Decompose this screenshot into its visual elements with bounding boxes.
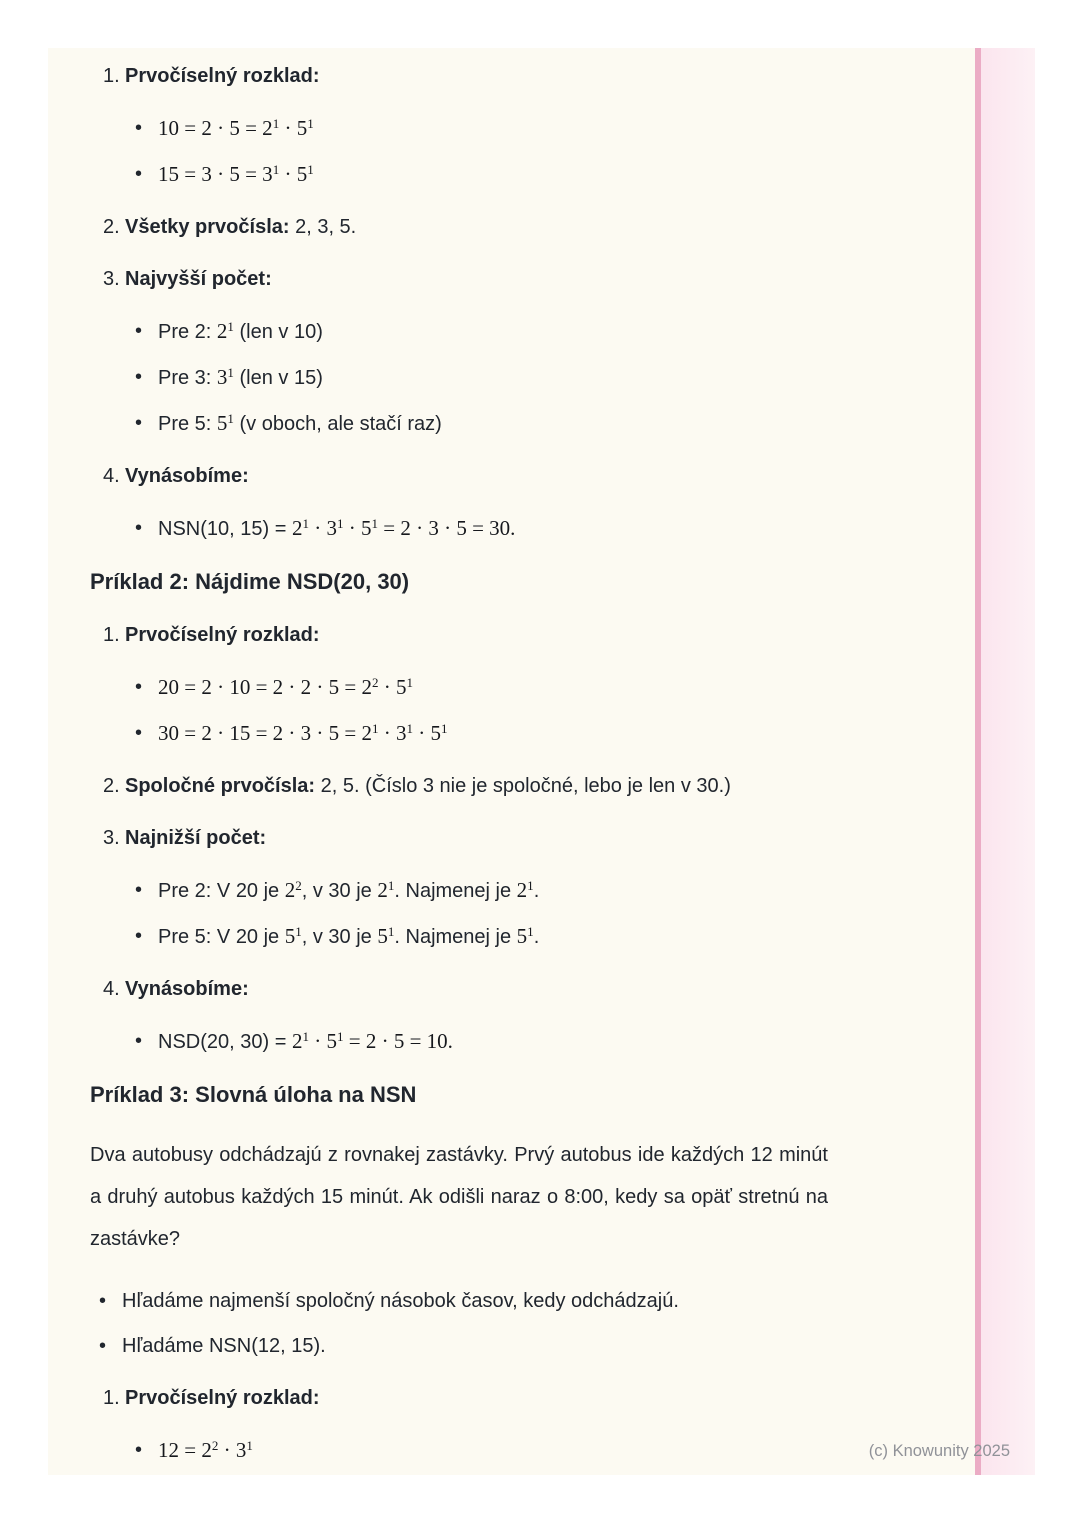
item-label: Vynásobíme: bbox=[125, 978, 249, 1000]
bullet-text bbox=[158, 317, 828, 346]
numbered-item bbox=[90, 213, 828, 241]
exponent: 2 bbox=[372, 674, 379, 690]
bullet-text bbox=[158, 514, 828, 543]
item-label: Prvočíselný rozklad: bbox=[125, 624, 320, 646]
plain-text: , v 30 je bbox=[301, 926, 378, 948]
item-text bbox=[125, 213, 356, 241]
plain-text: . bbox=[533, 926, 540, 948]
plain-text: Pre 2: bbox=[158, 321, 217, 343]
item-label: Spoločné prvočísla: bbox=[125, 775, 316, 797]
plain-text: (len v 10) bbox=[233, 321, 323, 343]
math-text: $2^1 \cdot 3^1 \cdot 5^1 = 2 \cdot 3 \cdot 5 = 30$. bbox=[291, 515, 516, 540]
numbered-item bbox=[90, 62, 828, 90]
item-number: 1. bbox=[103, 624, 120, 646]
item-number: 2. bbox=[103, 775, 120, 797]
numbered-item bbox=[90, 621, 828, 649]
math-text: $5^1$ bbox=[216, 410, 234, 435]
sub-bullet-item bbox=[90, 673, 828, 702]
numbered-item bbox=[90, 772, 828, 800]
sub-bullet-item bbox=[90, 922, 828, 951]
item-label: Prvočíselný rozklad: bbox=[125, 1387, 320, 1409]
exponent: 1 bbox=[227, 318, 234, 334]
bullet-icon: • bbox=[135, 412, 143, 434]
exponent: 1 bbox=[336, 515, 344, 531]
item-text bbox=[125, 62, 320, 90]
math-text: $5^1$ bbox=[284, 923, 302, 948]
bullet-text bbox=[158, 363, 828, 392]
bullet-text bbox=[158, 876, 828, 905]
plain-text: Hľadáme NSN(12, 15). bbox=[122, 1335, 326, 1357]
sub-bullet-item bbox=[90, 363, 828, 392]
math-text: $12 = 2^2 \cdot 3^1$ bbox=[158, 1437, 253, 1462]
plain-text: NSN(10, 15) = bbox=[158, 518, 292, 540]
item-text bbox=[125, 462, 249, 490]
item-label: Všetky prvočísla: bbox=[125, 216, 290, 238]
bullet-icon: • bbox=[135, 1439, 143, 1461]
section-heading: Príklad 2: Nájdime NSD(20, 30) bbox=[90, 569, 410, 594]
exponent: 1 bbox=[527, 923, 534, 939]
sub-bullet-item bbox=[90, 409, 828, 438]
sub-bullet-item bbox=[90, 876, 828, 905]
bullet-text bbox=[158, 409, 828, 438]
exponent: 1 bbox=[387, 877, 395, 893]
plain-text: , v 30 je bbox=[301, 880, 378, 902]
item-number: 3. bbox=[103, 827, 120, 849]
item-text bbox=[125, 975, 249, 1003]
bullet-icon: • bbox=[135, 925, 143, 947]
bullet-text bbox=[122, 1287, 828, 1315]
plain-text: Hľadáme najmenší spoločný násobok časov, kedy odchádzajú. bbox=[122, 1290, 679, 1312]
exponent: 1 bbox=[295, 923, 302, 939]
item-rest: 2, 3, 5. bbox=[289, 216, 357, 238]
bullet-item bbox=[90, 1287, 828, 1315]
math-text: $2^2$ bbox=[284, 877, 302, 902]
bullet-text bbox=[158, 114, 828, 143]
plain-text: NSD(20, 30) = bbox=[158, 1031, 292, 1053]
math-text: $2^1 \cdot 5^1 = 2 \cdot 5 = 10$. bbox=[291, 1028, 453, 1053]
item-number: 3. bbox=[103, 268, 120, 290]
section-heading: Príklad 3: Slovná úloha na NSN bbox=[90, 1082, 417, 1107]
bullet-text bbox=[158, 1436, 828, 1465]
numbered-item bbox=[90, 975, 828, 1003]
bullet-text bbox=[158, 719, 828, 748]
item-text bbox=[125, 265, 272, 293]
exponent: 1 bbox=[406, 674, 414, 690]
item-number: 1. bbox=[103, 65, 120, 87]
exponent: 1 bbox=[372, 720, 379, 736]
plain-text: Pre 5: bbox=[158, 413, 217, 435]
bullet-text bbox=[158, 673, 828, 702]
plain-text: . Najmenej je bbox=[394, 880, 517, 902]
math-text: $30 = 2 \cdot 15 = 2 \cdot 3 \cdot 5 = 2^1 \cdot 3^1 \cdot 5^1$ bbox=[158, 720, 448, 745]
sub-bullet-item bbox=[90, 317, 828, 346]
numbered-item bbox=[90, 1384, 828, 1412]
item-label: Najnižší počet: bbox=[125, 827, 267, 849]
document-page bbox=[48, 48, 1035, 1475]
bullet-icon: • bbox=[135, 366, 143, 388]
bullet-icon: • bbox=[135, 722, 143, 744]
bullet-text bbox=[158, 160, 828, 189]
plain-text: . bbox=[533, 880, 540, 902]
bullet-text bbox=[158, 1027, 828, 1056]
bullet-icon: • bbox=[99, 1290, 107, 1312]
exponent: 1 bbox=[246, 1437, 253, 1453]
math-text: $2^1$ bbox=[377, 877, 395, 902]
document-content bbox=[90, 48, 828, 1465]
exponent: 1 bbox=[307, 115, 314, 131]
math-text: $20 = 2 \cdot 10 = 2 \cdot 2 \cdot 5 = 2^2 \cdot 5^1$ bbox=[158, 674, 414, 699]
exponent: 1 bbox=[336, 1028, 344, 1044]
item-number: 2. bbox=[103, 216, 120, 238]
plain-text: Pre 5: V 20 je bbox=[158, 926, 285, 948]
plain-text: Pre 3: bbox=[158, 367, 217, 389]
sub-bullet-item bbox=[90, 160, 828, 189]
sub-bullet-item bbox=[90, 1027, 828, 1056]
bullet-icon: • bbox=[99, 1335, 107, 1357]
paragraph: Dva autobusy odchádzajú z rovnakej zastávky. Prvý autobus ide každých 12 minút a druhý autobus každých 15 minút. Ak odišli naraz o 8:00, kedy sa opäť stretnú na zastávke? bbox=[90, 1144, 828, 1250]
math-text: $15 = 3 \cdot 5 = 3^1 \cdot 5^1$ bbox=[158, 161, 314, 186]
item-label: Vynásobíme: bbox=[125, 465, 249, 487]
math-text: $5^1$ bbox=[516, 923, 534, 948]
item-text bbox=[125, 621, 320, 649]
sub-bullet-item bbox=[90, 514, 828, 543]
sub-bullet-item bbox=[90, 1436, 828, 1465]
bullet-text bbox=[158, 922, 828, 951]
exponent: 1 bbox=[406, 720, 414, 736]
exponent: 1 bbox=[272, 115, 280, 131]
exponent: 1 bbox=[272, 161, 280, 177]
bullet-icon: • bbox=[135, 163, 143, 185]
exponent: 1 bbox=[302, 1028, 309, 1044]
math-text: $5^1$ bbox=[377, 923, 395, 948]
exponent: 1 bbox=[307, 161, 314, 177]
sub-bullet-item bbox=[90, 114, 828, 143]
bullet-text bbox=[122, 1332, 828, 1360]
math-text: $2^1$ bbox=[216, 318, 234, 343]
item-label: Najvyšší počet: bbox=[125, 268, 272, 290]
item-number: 4. bbox=[103, 465, 120, 487]
bullet-item bbox=[90, 1332, 828, 1360]
item-number: 4. bbox=[103, 978, 120, 1000]
numbered-item bbox=[90, 462, 828, 490]
item-rest: 2, 5. (Číslo 3 nie je spoločné, lebo je len v 30.) bbox=[315, 775, 731, 797]
item-text bbox=[125, 1384, 320, 1412]
bullet-icon: • bbox=[135, 517, 143, 539]
exponent: 2 bbox=[295, 877, 302, 893]
math-text: $10 = 2 \cdot 5 = 2^1 \cdot 5^1$ bbox=[158, 115, 314, 140]
bullet-icon: • bbox=[135, 320, 143, 342]
bullet-icon: • bbox=[135, 1030, 143, 1052]
exponent: 1 bbox=[527, 877, 534, 893]
numbered-item bbox=[90, 265, 828, 293]
exponent: 1 bbox=[302, 515, 309, 531]
exponent: 1 bbox=[227, 364, 234, 380]
numbered-item bbox=[90, 824, 828, 852]
bullet-icon: • bbox=[135, 117, 143, 139]
exponent: 1 bbox=[227, 410, 234, 426]
bullet-icon: • bbox=[135, 879, 143, 901]
math-text: $3^1$ bbox=[216, 364, 234, 389]
item-label: Prvočíselný rozklad: bbox=[125, 65, 320, 87]
watermark: (c) Knowunity 2025 bbox=[868, 1442, 1010, 1460]
item-text bbox=[125, 772, 731, 800]
pink-edge-stripe bbox=[975, 48, 1035, 1475]
plain-text: Pre 2: V 20 je bbox=[158, 880, 285, 902]
sub-bullet-item bbox=[90, 719, 828, 748]
exponent: 1 bbox=[371, 515, 378, 531]
plain-text: (v oboch, ale stačí raz) bbox=[233, 413, 442, 435]
exponent: 1 bbox=[441, 720, 448, 736]
math-text: $2^1$ bbox=[516, 877, 534, 902]
exponent: 2 bbox=[211, 1437, 219, 1453]
exponent: 1 bbox=[387, 923, 395, 939]
item-number: 1. bbox=[103, 1387, 120, 1409]
bullet-icon: • bbox=[135, 676, 143, 698]
item-text bbox=[125, 824, 266, 852]
plain-text: . Najmenej je bbox=[394, 926, 517, 948]
plain-text: (len v 15) bbox=[233, 367, 323, 389]
